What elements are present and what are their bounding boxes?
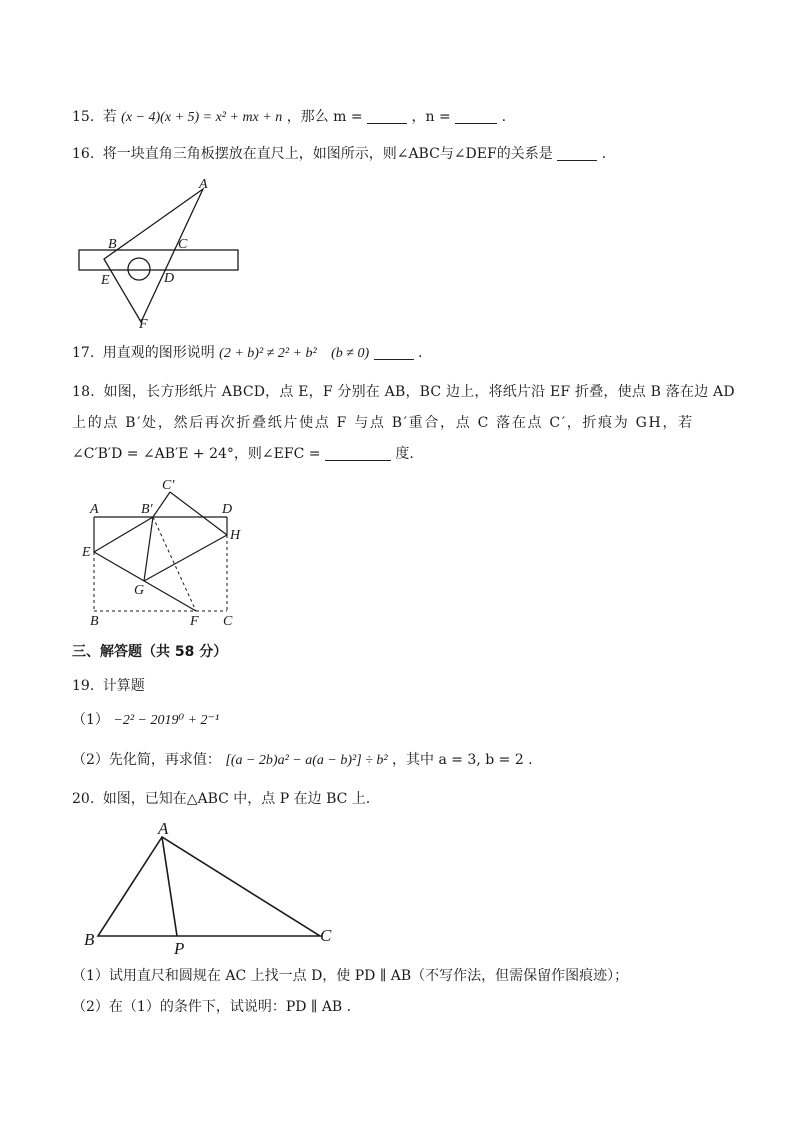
- question-number: 20.: [72, 791, 95, 807]
- equation: (x − 4)(x + 5) = x² + mx + n: [121, 110, 283, 125]
- point-label-c: C: [223, 614, 233, 629]
- point-label-b: B: [84, 930, 95, 949]
- question-18-line-1: [72, 382, 735, 402]
- segment-ap: [162, 837, 177, 936]
- question-20-part-1: （1）试用直尺和圆规在 AC 上找一点 D，使 PD ∥ AB（不写作法，但需保留作图痕迹）；: [72, 968, 629, 984]
- expression: [(a − 2b)a² − a(a − b)²] ÷ b²: [225, 753, 388, 768]
- question-19-part-2: [72, 750, 533, 771]
- question-end: .: [601, 146, 607, 162]
- question-text: 上的点 B′处，然后再次折叠纸片使点 F 与点 B′重合，点 C 落在点 C′，折痕为 GH，若: [72, 415, 694, 431]
- answer-blank[interactable]: [374, 345, 414, 360]
- section-heading: 三、解答题（共 58 分）: [72, 644, 228, 660]
- point-label-p: P: [174, 939, 185, 958]
- point-label-f: F: [190, 614, 199, 629]
- question-20: [72, 789, 370, 809]
- point-label-b: B: [90, 614, 99, 629]
- question-text: 如图，已知在△ABC 中，点 P 在边 BC 上.: [102, 791, 371, 807]
- triangle-shape: [104, 189, 203, 322]
- answer-blank-m[interactable]: [367, 109, 407, 124]
- question-text: 度.: [395, 446, 414, 462]
- point-label-b: B: [108, 237, 117, 252]
- question-18-line-2: [72, 413, 694, 433]
- question-16: [72, 144, 606, 164]
- question-20-part-2: （2）在（1）的条件下，试说明：PD ∥ AB .: [72, 999, 352, 1015]
- question-19-part-1: [72, 710, 219, 731]
- point-label-b-prime: B′: [141, 502, 153, 517]
- answer-blank[interactable]: [557, 146, 597, 161]
- answer-blank[interactable]: [325, 446, 391, 461]
- ruler-hole: [128, 258, 150, 280]
- point-label-c-prime: C′: [162, 478, 175, 493]
- point-label-e: E: [82, 545, 91, 560]
- question-text: 用直观的图形说明: [102, 345, 215, 361]
- question-15: [72, 107, 506, 128]
- question-text: ∠C′B′D = ∠AB′E + 24°，则∠EFC =: [72, 446, 321, 462]
- expression: −2² − 2019⁰ + 2⁻¹: [113, 713, 220, 728]
- triangle-abc-shape: [98, 837, 320, 936]
- condition: (b ≠ 0): [331, 346, 370, 361]
- point-label-c: C: [178, 237, 188, 252]
- question-text: ，n =: [411, 109, 451, 125]
- point-label-a: A: [158, 819, 169, 838]
- point-label-f: F: [139, 317, 148, 332]
- point-label-c: C: [320, 926, 332, 945]
- part-label: （2）先化简，再求值：: [72, 752, 221, 768]
- part-label: （1）: [72, 712, 109, 728]
- point-label-a: A: [90, 502, 99, 517]
- ruler-shape: [79, 250, 238, 270]
- point-label-d: D: [164, 271, 175, 286]
- question-number: 18.: [72, 384, 95, 400]
- question-end: .: [501, 109, 507, 125]
- figure-triangle-abc: [80, 815, 350, 960]
- question-text: 将一块直角三角板摆放在直尺上，如图所示，则∠ABC与∠DEF的关系是: [102, 146, 553, 162]
- question-text: 如图，长方形纸片 ABCD，点 E，F 分别在 AB，BC 边上，将纸片沿 EF 折叠，使点 B 落在边 AD: [103, 384, 735, 400]
- question-lead: 若: [102, 109, 117, 125]
- question-text: ，那么 m =: [286, 109, 363, 125]
- question-number: 17.: [72, 345, 95, 361]
- point-label-d: D: [222, 502, 233, 517]
- given-values: ，其中 a = 3, b = 2 .: [392, 752, 533, 768]
- question-number: 19.: [72, 678, 95, 694]
- question-19: [72, 676, 145, 696]
- question-title: 计算题: [102, 678, 145, 694]
- answer-blank-n[interactable]: [455, 109, 497, 124]
- question-number: 16.: [72, 146, 95, 162]
- figure-ruler-triangle: [70, 172, 250, 337]
- question-17: [72, 343, 423, 364]
- figure-folded-rectangle: [80, 475, 250, 630]
- point-label-h: H: [230, 528, 241, 543]
- inequality: (2 + b)² ≠ 2² + b²: [219, 346, 317, 361]
- point-label-g: G: [134, 583, 145, 598]
- question-18-line-3: [72, 444, 414, 464]
- question-end: .: [418, 345, 423, 361]
- point-label-a: A: [199, 177, 208, 192]
- question-number: 15.: [72, 109, 95, 125]
- point-label-e: E: [101, 273, 110, 288]
